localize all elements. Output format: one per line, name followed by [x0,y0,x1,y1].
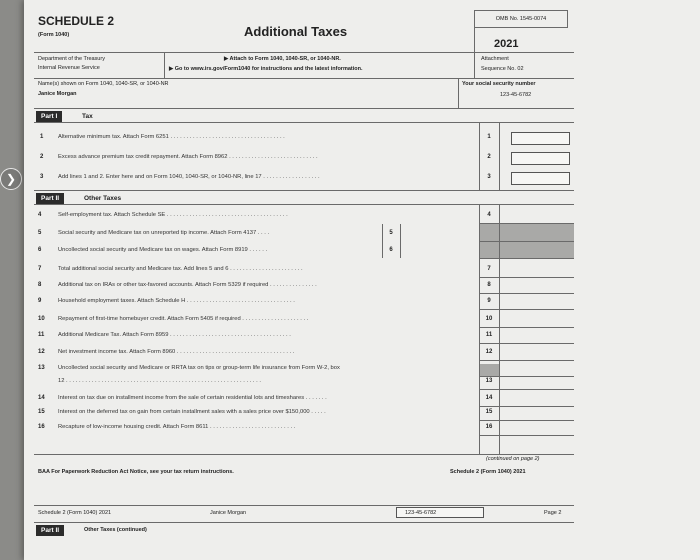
line-box-number: 1 [487,134,491,140]
schedule-title: SCHEDULE 2 [38,14,115,28]
page2-label: Page 2 [544,510,562,516]
row-divider [479,258,574,259]
line-number: 16 [38,424,45,430]
part2-title: Other Taxes [84,195,122,202]
line-2-amount-field[interactable] [511,152,570,165]
row-divider [479,406,574,407]
line-box-number: 15 [485,409,493,415]
line-box-number: 13 [485,378,493,384]
line-description: Total additional social security and Medicare tax. Add lines 5 and 6 . . . . . . . . . . . . . . . . . . . . . . . [58,266,303,272]
line-description: Household employment taxes. Attach Schedule H . . . . . . . . . . . . . . . . . . . . . . . . . . . . . . . . . . [58,298,295,304]
line-box-number: 16 [485,424,493,430]
line-box-number: 10 [485,316,493,322]
row-divider [479,343,574,344]
form-title: Additional Taxes [244,24,348,39]
part2-tag: Part II [36,193,64,204]
line-number: 1 [40,134,44,140]
line-number: 11 [38,332,45,338]
line-description: Social security and Medicare tax on unreported tip income. Attach Form 4137 . . . . [58,230,270,236]
row-divider [479,309,574,310]
line-box-number: 2 [487,154,491,160]
line-number: 3 [40,174,44,180]
line-description: Interest on tax due on installment income from the sale of certain residential lots and timeshares . . . . . . . [58,395,327,401]
taxpayer-name: Janice Morgan [38,91,77,97]
line-number: 5 [38,230,42,236]
line-description: Repayment of first-time homebuyer credit. Attach Form 5405 if required . . . . . . . . . . . . . . . . . . . . . [58,316,309,322]
line-3-amount-field[interactable] [511,172,570,185]
irs-label: Internal Revenue Service [38,65,100,71]
line-number: 12 [38,349,45,355]
ssn-label: Your social security number [462,81,536,87]
row-divider [479,435,574,436]
part1-title: Tax [82,113,93,120]
attach-instruction: ▶ Attach to Form 1040, 1040-SR, or 1040-NR. [224,56,341,62]
line-description: Additional Medicare Tax. Attach Form 8959 . . . . . . . . . . . . . . . . . . . . . . . . . . . . . . . . . . . . . . [58,332,291,338]
line-number: 10 [38,316,45,322]
row-divider [479,420,574,421]
row-divider [479,293,574,294]
page2-part-title: Other Taxes (continued) [84,527,147,533]
ssn-value: 123-45-6782 [500,92,532,98]
line-description: Excess advance premium tax credit repayment. Attach Form 8962 . . . . . . . . . . . . . . . . . . . . . . . . . . . . [58,154,318,160]
names-label: Name(s) shown on Form 1040, 1040-SR, or 1040-NR [38,81,169,87]
line-number: 7 [38,266,42,272]
line-description: 12 . . . . . . . . . . . . . . . . . . . . . . . . . . . . . . . . . . . . . . . . . . . . . . . . . . . . . . . . . . . . . [58,378,261,384]
previous-page-arrow-icon[interactable]: ❯ [0,168,22,190]
line-box-number: 4 [487,212,491,218]
line-description: Recapture of low-income housing credit. Attach Form 8611 . . . . . . . . . . . . . . . . . . . . . . . . . . . [58,424,296,430]
line-number: 15 [38,409,45,415]
line-description: Self-employment tax. Attach Schedule SE . . . . . . . . . . . . . . . . . . . . . . . . . . . . . . . . . . . . . . [58,212,288,218]
row-divider [479,241,574,242]
line-description: Alternative minimum tax. Attach Form 6251 . . . . . . . . . . . . . . . . . . . . . . . . . . . . . . . . . . . . [58,134,285,140]
line-number: 8 [38,282,42,288]
row-divider [479,360,574,361]
line-number: 6 [38,247,42,253]
tax-form-page [24,0,700,560]
row-divider [479,223,574,224]
form-ref: (Form 1040) [38,32,70,38]
page2-part-tag: Part II [36,525,64,536]
line-box-number: 8 [487,282,491,288]
line-1-amount-field[interactable] [511,132,570,145]
row-divider [479,327,574,328]
row-divider [479,376,574,377]
line-box-number: 12 [485,349,493,355]
sequence-number: Sequence No. 02 [481,66,524,72]
line-number: 13 [38,365,45,371]
line-box-number: 6 [389,247,393,253]
paperwork-notice: BAA For Paperwork Reduction Act Notice, see your tax return instructions. [38,469,234,475]
page2-ssn-field [396,507,484,518]
page2-ssn: 123-45-6782 [405,510,437,516]
row-divider [479,389,574,390]
line-description: Uncollected social security and Medicare tax on wages. Attach Form 8919 . . . . . . [58,247,268,253]
tax-year: 2021 [494,38,519,50]
line-number: 2 [40,154,44,160]
line-description: Interest on the deferred tax on gain from certain installment sales with a sales price over $150,000 . . . . . [58,409,326,415]
line-number: 9 [38,298,42,304]
line-number: 4 [38,212,42,218]
part1-tag: Part I [36,111,62,122]
line-box-number: 5 [389,230,393,236]
line-box-number: 9 [487,298,491,304]
dept-treasury: Department of the Treasury [38,56,105,62]
continued-note: (continued on page 2) [486,456,540,462]
row-divider [479,277,574,278]
line-description: Uncollected social security and Medicare or RRTA tax on tips or group-term life insurance from Form W-2, box [58,365,340,371]
line-box-number: 11 [485,332,493,338]
line-description: Additional tax on IRAs or other tax-favored accounts. Attach Form 5329 if required . . . . . . . . . . . . . . . [58,282,317,288]
attachment-label: Attachment [481,56,509,62]
page2-schedule-ref: Schedule 2 (Form 1040) 2021 [38,510,112,516]
line-description: Add lines 1 and 2. Enter here and on Form 1040, 1040-SR, or 1040-NR, line 17 . . . . . . . . . . . . . . . . . . [58,174,320,180]
line-number: 14 [38,395,45,401]
line-box-number: 7 [487,266,491,272]
goto-instruction: ▶ Go to www.irs.gov/Form1040 for instructions and the latest information. [169,66,363,72]
page2-name: Janice Morgan [210,510,247,516]
omb-number: OMB No. 1545-0074 [474,10,568,28]
line-description: Net investment income tax. Attach Form 8960 . . . . . . . . . . . . . . . . . . . . . . . . . . . . . . . . . . . . . [58,349,295,355]
line-box-number: 3 [487,174,491,180]
line-box-number: 14 [485,395,493,401]
schedule-footer-ref: Schedule 2 (Form 1040) 2021 [450,469,526,475]
